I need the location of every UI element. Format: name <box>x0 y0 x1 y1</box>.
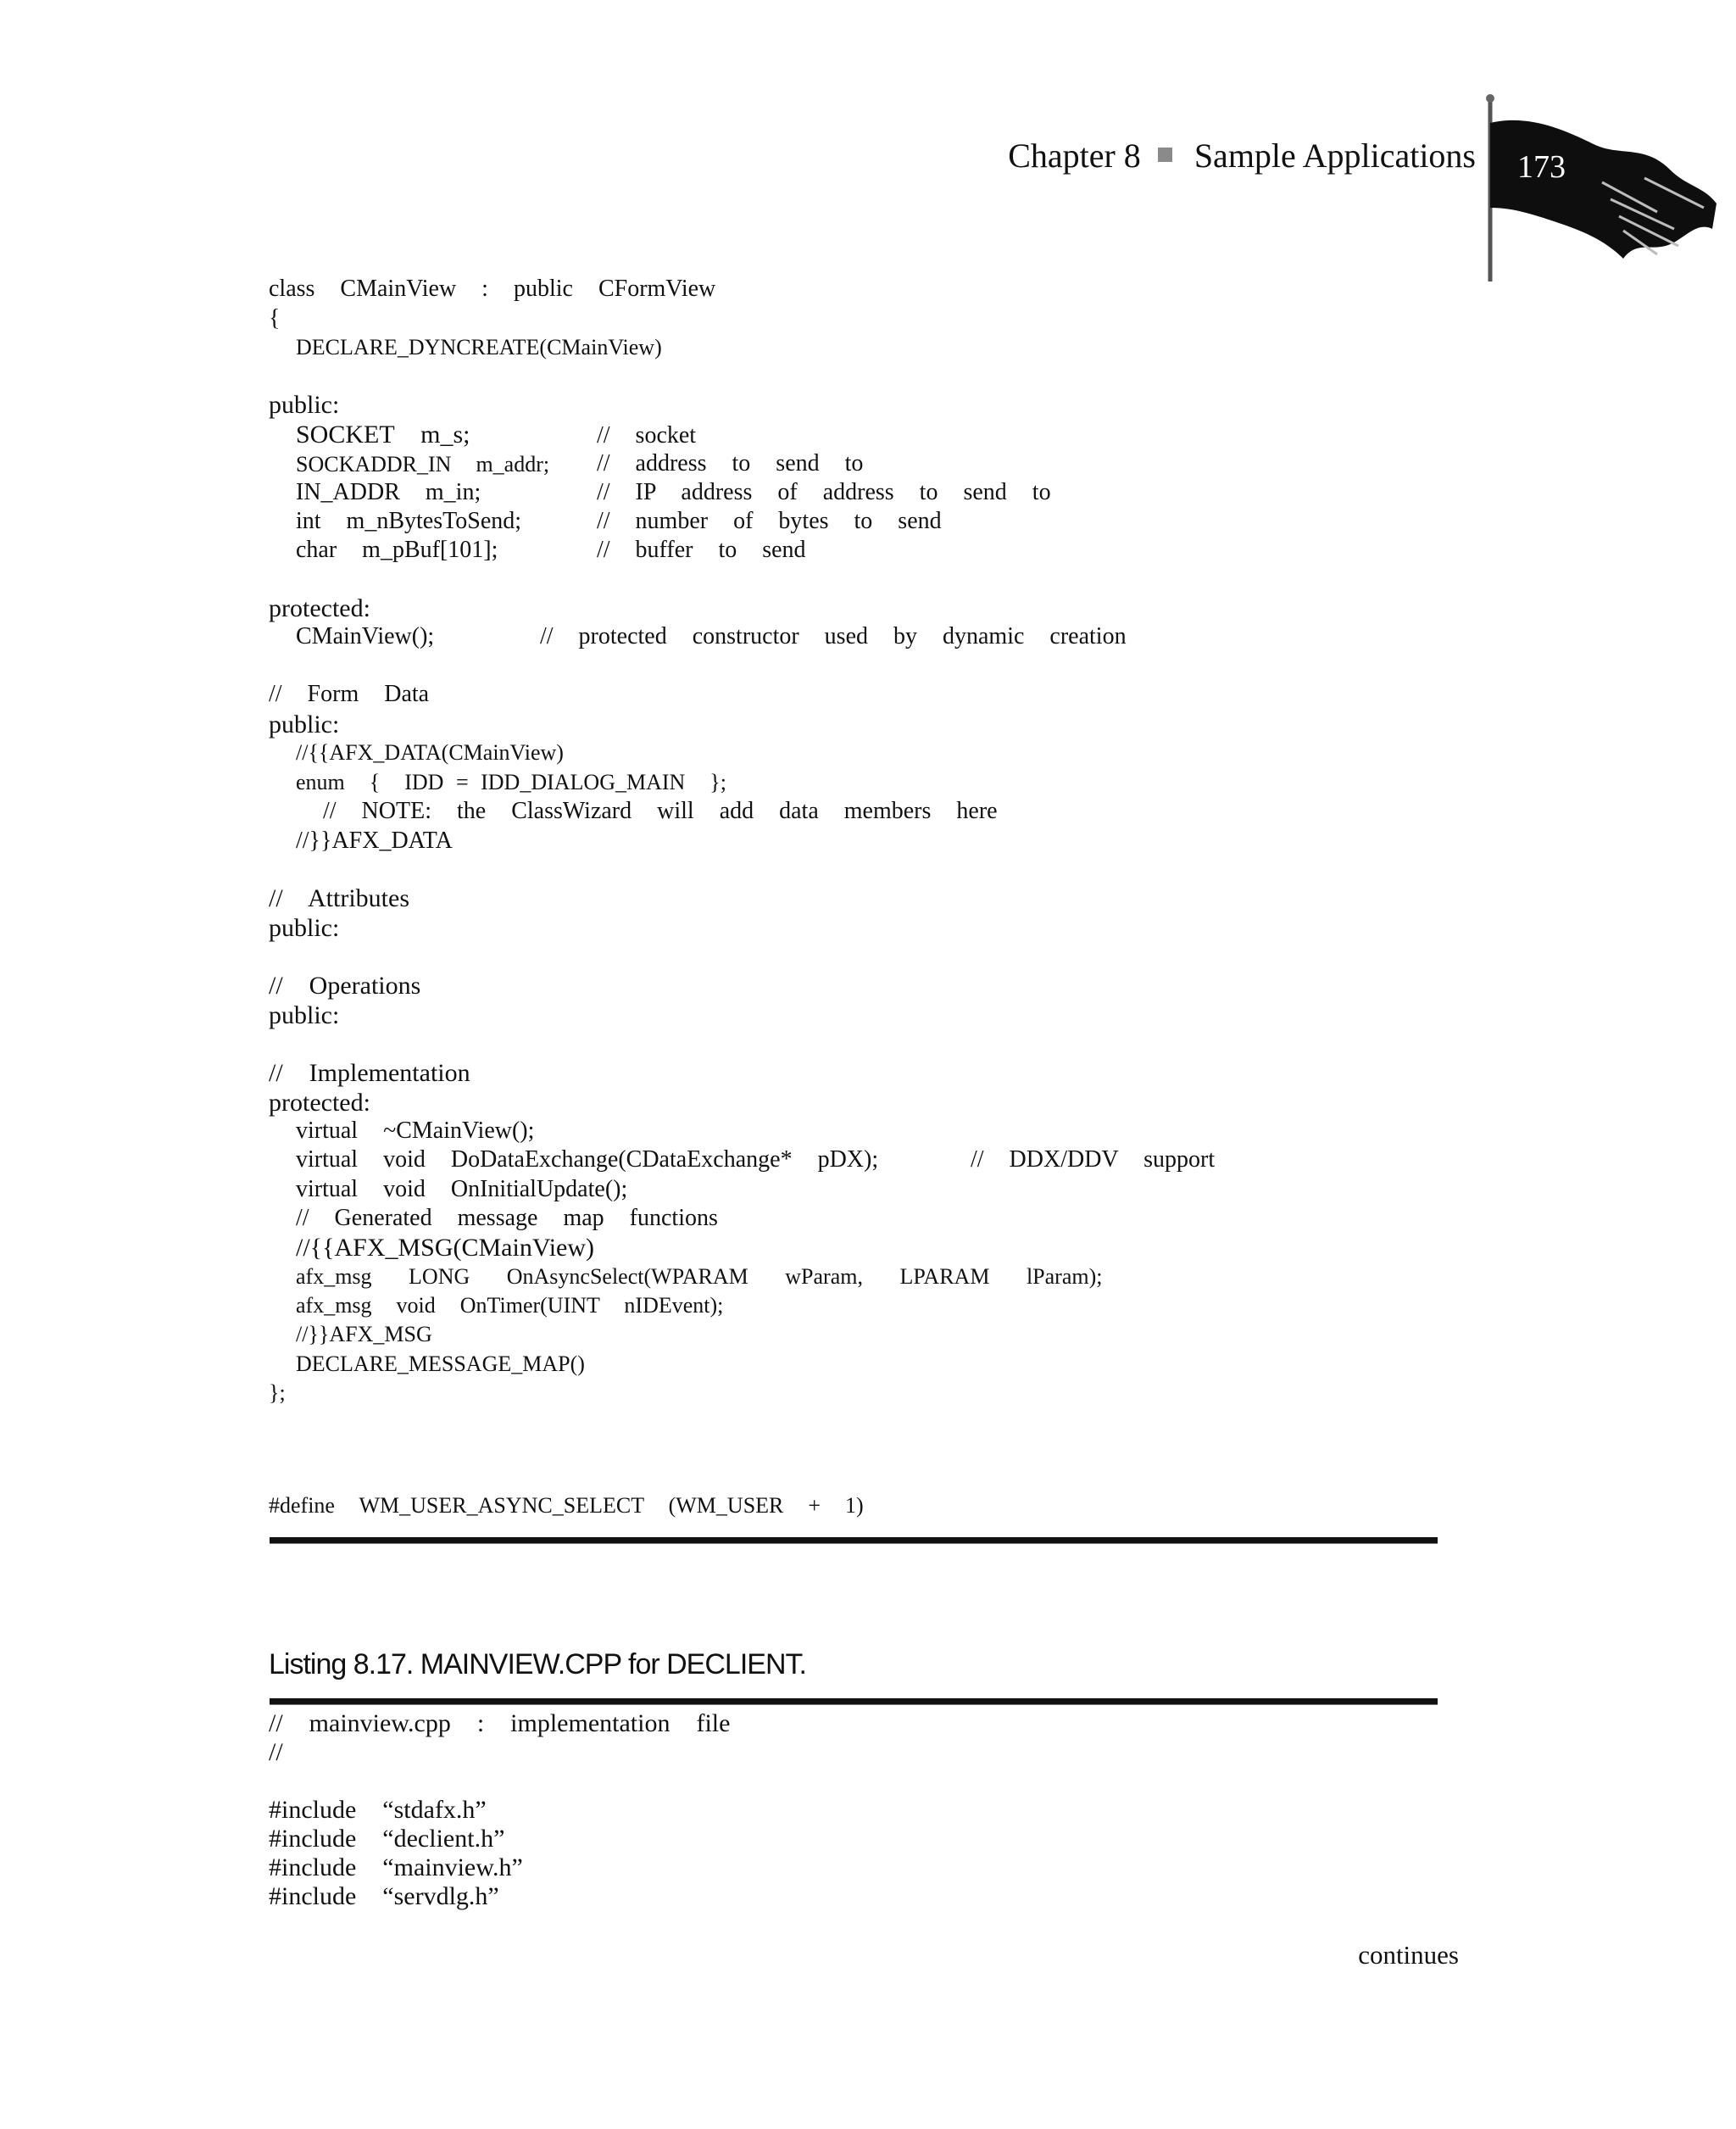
code-line: virtual void DoDataExchange(CDataExchange* pDX); <box>296 1146 879 1173</box>
code-line: // NOTE: the ClassWizard will add data members here <box>323 798 998 824</box>
listing-title: Listing 8.17. MAINVIEW.CPP for DECLIENT. <box>269 1648 806 1680</box>
chapter-label: Chapter 8 <box>1008 137 1141 175</box>
code-comment: // DDX/DDV support <box>971 1146 1216 1173</box>
code-comment: // number of bytes to send <box>597 508 942 534</box>
waving-flag-icon <box>1475 93 1729 288</box>
code-line: CMainView(); <box>296 623 435 649</box>
code-line: { <box>269 305 281 332</box>
code-line: afx_msg LONG OnAsyncSelect(WPARAM wParam, LPARAM lParam); <box>296 1264 1103 1289</box>
code-line: DECLARE_DYNCREATE(CMainView) <box>296 335 662 359</box>
code-line: class CMainView : public CFormView <box>269 276 716 302</box>
rule-divider <box>270 1537 1438 1544</box>
code-line: public: <box>269 711 340 738</box>
rule-divider <box>270 1698 1438 1705</box>
code-line: afx_msg void OnTimer(UINT nIDEvent); <box>296 1293 724 1318</box>
code-line: protected: <box>269 1089 370 1117</box>
code-line: public: <box>269 914 340 942</box>
code-comment: // buffer to send <box>597 537 806 563</box>
code-line: char m_pBuf[101]; <box>296 537 498 563</box>
code-line: //{{AFX_MSG(CMainView) <box>296 1234 595 1262</box>
code-line: #include “servdlg.h” <box>269 1882 499 1910</box>
code-line: IN_ADDR m_in; <box>296 479 481 505</box>
code-line: public: <box>269 1001 340 1029</box>
code-comment: // IP address of address to send to <box>597 479 1051 505</box>
code-comment: // socket <box>597 422 697 449</box>
code-line: // Operations <box>269 972 421 1000</box>
code-line: //{{AFX_DATA(CMainView) <box>296 740 564 765</box>
code-line: #include “mainview.h” <box>269 1853 523 1881</box>
code-line: virtual ~CMainView(); <box>296 1117 535 1144</box>
code-line: // mainview.cpp : implementation file <box>269 1709 731 1737</box>
code-line: // Form Data <box>269 681 430 707</box>
code-comment: // protected constructor used by dynamic creation <box>540 623 1127 649</box>
code-line: // Generated message map functions <box>296 1205 718 1231</box>
code-line: SOCKET m_s; <box>296 421 470 449</box>
code-line: enum { IDD = IDD_DIALOG_MAIN }; <box>296 770 727 794</box>
code-line: // Attributes <box>269 884 409 912</box>
code-line: public: <box>269 391 340 419</box>
running-header <box>1008 139 1476 173</box>
code-line: DECLARE_MESSAGE_MAP() <box>296 1352 585 1376</box>
page-number: 173 <box>1517 149 1566 185</box>
code-line: SOCKADDR_IN m_addr; <box>296 452 550 477</box>
square-bullet-icon <box>1158 148 1172 162</box>
code-line: #include “stdafx.h” <box>269 1796 487 1824</box>
code-line: protected: <box>269 594 370 622</box>
code-line: int m_nBytesToSend; <box>296 508 522 534</box>
code-line: //}}AFX_MSG <box>296 1322 432 1346</box>
code-line: #define WM_USER_ASYNC_SELECT (WM_USER + 1) <box>269 1493 864 1518</box>
continues-label: continues <box>1358 1940 1459 1970</box>
code-line: // Implementation <box>269 1059 470 1087</box>
code-line: //}}AFX_DATA <box>296 828 453 854</box>
code-comment: // address to send to <box>597 450 864 477</box>
code-line: virtual void OnInitialUpdate(); <box>296 1176 628 1202</box>
code-line: #include “declient.h” <box>269 1825 505 1853</box>
code-line: // <box>269 1738 283 1766</box>
section-title: Sample Applications <box>1194 137 1476 175</box>
code-line: }; <box>269 1380 286 1405</box>
